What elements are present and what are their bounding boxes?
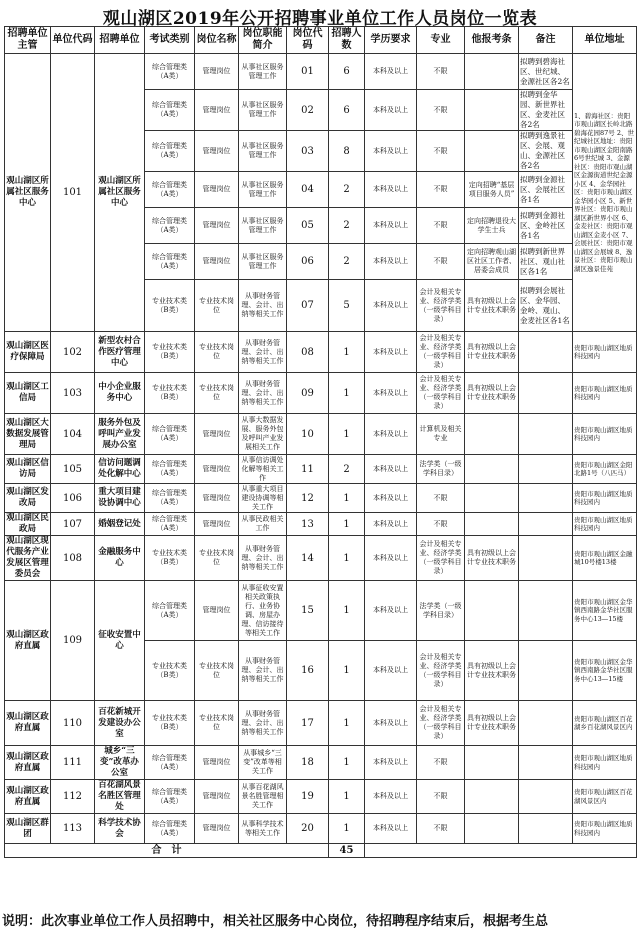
cell-post: 管理岗位 [195, 746, 239, 780]
cell-major: 会计及相关专业、经济学类（一级学科目录） [417, 332, 465, 373]
cell-dept: 观山湖区医疗保障局 [5, 332, 51, 373]
cell-addr: 贵阳市观山湖区百花湖乡百花湖风景区内 [573, 701, 637, 746]
cell-pcode: 04 [287, 172, 329, 208]
cell-other: 具有初级以上会计专业技术职务 [465, 641, 519, 701]
footer-note: 说明：此次事业单位工作人员招聘中，相关社区服务中心岗位，待招聘程序结束后，根据考生总 [2, 914, 549, 929]
cell-num: 1 [329, 814, 365, 844]
cell-num: 1 [329, 746, 365, 780]
cell-num: 1 [329, 414, 365, 455]
cell-pcode: 19 [287, 780, 329, 814]
cell-ucode: 106 [51, 484, 95, 513]
cell-addr: 贵阳市观山湖区百花湖风景区内 [573, 780, 637, 814]
cell-unit: 征收安置中心 [95, 581, 145, 701]
cell-other [465, 131, 519, 172]
cell-dept: 观山湖区信访局 [5, 455, 51, 484]
cell-num: 2 [329, 208, 365, 244]
cell-addr: 贵阳市观山湖区地质科技园内 [573, 414, 637, 455]
cell-exam: 综合管理类（A类） [145, 90, 195, 131]
cell-ucode: 113 [51, 814, 95, 844]
cell-duty: 从事社区服务管理工作 [239, 172, 287, 208]
header-cell: 单位地址 [573, 27, 637, 54]
cell-unit: 金融服务中心 [95, 536, 145, 581]
cell-num: 8 [329, 131, 365, 172]
cell-note [519, 332, 573, 373]
cell-note [519, 484, 573, 513]
cell-edu: 本科及以上 [365, 814, 417, 844]
cell-duty: 从事财务管理、会计、出纳等相关工作 [239, 373, 287, 414]
table-row [5, 780, 637, 814]
cell-post: 管理岗位 [195, 414, 239, 455]
cell-other: 定向招聘“基层项目服务人员” [465, 172, 519, 208]
header-row [5, 27, 637, 54]
cell-other [465, 455, 519, 484]
cell-ucode: 105 [51, 455, 95, 484]
cell-exam: 综合管理类（A类） [145, 513, 195, 536]
cell-major: 不限 [417, 90, 465, 131]
cell-edu: 本科及以上 [365, 701, 417, 746]
cell-addr: 贵阳市观山湖区地质科技园内 [573, 484, 637, 513]
cell-exam: 综合管理类（A类） [145, 484, 195, 513]
table-row [5, 814, 637, 844]
cell-edu: 本科及以上 [365, 536, 417, 581]
cell-other: 具有初级以上会计专业技术职务 [465, 280, 519, 332]
cell-exam: 综合管理类（A类） [145, 581, 195, 641]
cell-unit: 城乡“三变”改革办公室 [95, 746, 145, 780]
header-cell: 招聘人数 [329, 27, 365, 54]
cell-ucode: 107 [51, 513, 95, 536]
cell-post: 专业技术岗位 [195, 536, 239, 581]
cell-duty: 从事财务管理、会计、出纳等相关工作 [239, 641, 287, 701]
cell-duty: 从事社区服务管理工作 [239, 244, 287, 280]
table-row [5, 484, 637, 513]
cell-duty: 从事社区服务管理工作 [239, 131, 287, 172]
cell-post: 管理岗位 [195, 172, 239, 208]
cell-dept: 观山湖区现代服务产业发展区管理委员会 [6, 536, 49, 579]
cell-edu: 本科及以上 [365, 746, 417, 780]
cell-addr: 1、碧海社区：贵阳市观山湖区长岭北路碧海花园87号 2、世纪城社区地址：贵阳市观山湖区金阳南路6号世纪城 3、金源社区：贵阳市观山湖区金源街道世纪金源小区 4、金华园社区：贵阳市观山湖区金华园小区 5、新世界社区：贵阳市观山湖区新世界小区 6、金麦社区：贵阳市观山湖区金麦小区 7、会展社区：贵阳市观山湖区会展城 8、逸景社区：贵阳市观山湖区逸景佳苑 [573, 54, 637, 332]
cell-duty: 从事城乡“三变”改革等相关工作 [239, 746, 287, 780]
header-cell: 岗位代码 [287, 27, 329, 54]
cell-addr: 贵阳市观山湖区地质科技园内 [573, 746, 637, 780]
cell-edu: 本科及以上 [365, 208, 417, 244]
table-row [5, 414, 637, 455]
cell-dept: 观山湖区政府直属 [5, 701, 51, 746]
cell-note [519, 455, 573, 484]
cell-pcode: 14 [287, 536, 329, 581]
cell-other [465, 54, 519, 90]
cell-edu: 本科及以上 [365, 373, 417, 414]
cell-other: 具有初级以上会计专业技术职务 [465, 373, 519, 414]
cell-dept: 观山湖区政府直属 [5, 746, 51, 780]
cell-exam: 专业技术类（B类） [145, 536, 195, 581]
cell-major: 法学类（一级学科目录） [417, 455, 465, 484]
cell-pcode: 05 [287, 208, 329, 244]
cell-addr: 贵阳市观山湖区金华镇西南路金华社区服务中心13—15楼 [573, 641, 637, 701]
cell-pcode: 09 [287, 373, 329, 414]
cell-other [465, 484, 519, 513]
cell-major: 不限 [417, 244, 465, 280]
cell-edu: 本科及以上 [365, 455, 417, 484]
cell-pcode: 18 [287, 746, 329, 780]
cell-other: 具有初级以上会计专业技术职务 [465, 332, 519, 373]
table-body [5, 54, 637, 844]
cell-exam: 专业技术类（B类） [145, 280, 195, 332]
cell-post: 管理岗位 [195, 244, 239, 280]
cell-edu: 本科及以上 [365, 513, 417, 536]
cell-dept: 观山湖区发改局 [5, 484, 51, 513]
cell-edu: 本科及以上 [365, 641, 417, 701]
cell-major: 会计及相关专业、经济学类（一级学科目录） [417, 701, 465, 746]
cell-post: 专业技术岗位 [195, 373, 239, 414]
cell-other [465, 746, 519, 780]
header-cell: 学历要求 [365, 27, 417, 54]
cell-note: 拟聘到金源社区、金岭社区各1名 [519, 208, 573, 244]
cell-dept: 观山湖区工信局 [5, 373, 51, 414]
header-cell: 招聘单位 [95, 27, 145, 54]
cell-dept: 观山湖区大数据发展管理局 [5, 414, 51, 455]
cell-note [519, 373, 573, 414]
cell-note [519, 581, 573, 641]
cell-post: 管理岗位 [195, 484, 239, 513]
cell-exam: 综合管理类（A类） [145, 814, 195, 844]
cell-edu: 本科及以上 [365, 131, 417, 172]
cell-major: 会计及相关专业、经济学类（一级学科目录） [417, 280, 465, 332]
cell-exam: 综合管理类（A类） [145, 414, 195, 455]
cell-exam: 综合管理类（A类） [145, 746, 195, 780]
cell-exam: 综合管理类（A类） [145, 208, 195, 244]
cell-pcode: 02 [287, 90, 329, 131]
cell-post: 管理岗位 [195, 131, 239, 172]
cell-duty: 从事财务管理、会计、出纳等相关工作 [239, 280, 287, 332]
header-cell: 他报考条 [465, 27, 519, 54]
cell-note: 拟聘到金源社区、会展社区各1名 [519, 172, 573, 208]
cell-ucode: 112 [51, 780, 95, 814]
cell-num: 1 [329, 641, 365, 701]
cell-note [519, 513, 573, 536]
cell-exam: 专业技术类（B类） [145, 641, 195, 701]
cell-note [519, 641, 573, 701]
cell-pcode: 17 [287, 701, 329, 746]
cell-duty: 从事社区服务管理工作 [239, 208, 287, 244]
cell-post: 管理岗位 [195, 513, 239, 536]
cell-note [519, 746, 573, 780]
cell-post: 专业技术岗位 [195, 641, 239, 701]
cell-duty: 从事财务管理、会计、出纳等相关工作 [239, 332, 287, 373]
header-cell: 岗位职能简介 [239, 27, 287, 54]
cell-note [519, 701, 573, 746]
cell-edu: 本科及以上 [365, 780, 417, 814]
cell-major: 会计及相关专业、经济学类（一级学科目录） [417, 536, 465, 581]
cell-other [465, 581, 519, 641]
cell-edu: 本科及以上 [365, 332, 417, 373]
cell-exam: 专业技术类（B类） [145, 332, 195, 373]
cell-unit: 观山湖区所属社区服务中心 [95, 54, 145, 332]
cell-addr: 贵阳市观山湖区金融城10号楼13楼 [573, 536, 637, 581]
cell-pcode: 11 [287, 455, 329, 484]
cell-dept: 观山湖区政府直属 [5, 780, 51, 814]
cell-addr: 贵阳市观山湖区金华镇西南路金华社区服务中心13—15楼 [573, 581, 637, 641]
cell-ucode: 108 [51, 536, 95, 581]
cell-dept: 观山湖区民政局 [6, 513, 49, 534]
cell-major: 会计及相关专业、经济学类（一级学科目录） [417, 641, 465, 701]
total-label: 合 计 [5, 844, 329, 858]
cell-post: 管理岗位 [195, 90, 239, 131]
cell-edu: 本科及以上 [365, 54, 417, 90]
cell-pcode: 15 [287, 581, 329, 641]
cell-ucode: 111 [51, 746, 95, 780]
cell-ucode: 109 [51, 581, 95, 701]
cell-dept: 观山湖区政府直属 [5, 581, 51, 701]
cell-other [465, 780, 519, 814]
header-cell: 岗位名称 [195, 27, 239, 54]
cell-exam: 综合管理类（A类） [145, 172, 195, 208]
cell-dept: 观山湖区所属社区服务中心 [5, 54, 51, 332]
cell-duty: 从事财务管理、会计、出纳等相关工作 [239, 536, 287, 581]
cell-num: 1 [329, 581, 365, 641]
cell-duty: 从事重大项目建设协调等相关工作 [239, 484, 287, 513]
cell-pcode: 12 [287, 484, 329, 513]
cell-note [519, 536, 573, 581]
cell-duty: 从事财务管理、会计、出纳等相关工作 [239, 701, 287, 746]
cell-addr: 贵阳市观山湖区地质科技园内 [573, 332, 637, 373]
cell-post: 专业技术岗位 [195, 280, 239, 332]
cell-exam: 综合管理类（A类） [145, 131, 195, 172]
header-cell: 单位代码 [51, 27, 95, 54]
cell-other [465, 513, 519, 536]
cell-ucode: 104 [51, 414, 95, 455]
cell-exam: 综合管理类（A类） [145, 780, 195, 814]
cell-pcode: 06 [287, 244, 329, 280]
cell-major: 法学类（一级学科目录） [417, 581, 465, 641]
cell-num: 1 [329, 513, 365, 536]
cell-major: 不限 [417, 131, 465, 172]
cell-major: 不限 [417, 814, 465, 844]
cell-note [519, 414, 573, 455]
cell-num: 6 [329, 54, 365, 90]
cell-duty: 从事征收安置相关政策执行、业务协调、房屋办理、信访接待等相关工作 [239, 581, 287, 641]
cell-post: 管理岗位 [195, 455, 239, 484]
cell-post: 管理岗位 [195, 208, 239, 244]
table-row [5, 455, 637, 484]
cell-ucode: 110 [51, 701, 95, 746]
cell-num: 1 [329, 701, 365, 746]
cell-note: 拟聘到会展社区、金华园、金岭、观山、金麦社区各1名 [519, 280, 573, 332]
page-title: 观山湖区2019年公开招聘事业单位工作人员岗位一览表 [102, 9, 538, 29]
cell-note [519, 780, 573, 814]
cell-exam: 专业技术类（B类） [145, 373, 195, 414]
table-row [5, 581, 637, 641]
cell-unit: 中小企业服务中心 [95, 373, 145, 414]
cell-unit: 重大项目建设协调中心 [95, 484, 145, 513]
cell-note [519, 814, 573, 844]
cell-duty: 从事大数据发展、服务外包及呼叫产业发展相关工作 [239, 414, 287, 455]
cell-unit: 科学技术协会 [95, 814, 145, 844]
cell-num: 1 [329, 373, 365, 414]
cell-edu: 本科及以上 [365, 244, 417, 280]
cell-edu: 本科及以上 [365, 90, 417, 131]
cell-num: 6 [329, 90, 365, 131]
cell-addr: 贵阳市观山湖区地质科技园内 [573, 814, 637, 844]
cell-edu: 本科及以上 [365, 581, 417, 641]
cell-note: 拟聘到金华园、新世界社区、金麦社区各2名 [519, 90, 573, 131]
cell-unit: 服务外包及呼叫产业发展办公室 [95, 414, 145, 455]
cell-other: 定向招聘观山湖区社区工作者、居委会成员 [465, 244, 519, 280]
cell-post: 管理岗位 [195, 54, 239, 90]
cell-dept: 观山湖区群团 [5, 814, 51, 844]
cell-unit: 新型农村合作医疗管理中心 [95, 332, 145, 373]
cell-num: 2 [329, 244, 365, 280]
cell-major: 会计及相关专业、经济学类（一级学科目录） [417, 373, 465, 414]
cell-other: 具有初级以上会计专业技术职务 [465, 536, 519, 581]
cell-note: 拟聘到逸景社区、会展、观山、金源社区各2名 [519, 131, 573, 172]
header-cell: 专业 [417, 27, 465, 54]
cell-num: 2 [329, 455, 365, 484]
cell-duty: 从事信访调处化解等相关工作 [239, 455, 287, 484]
cell-unit: 百花新城开发建设办公室 [95, 701, 145, 746]
cell-unit: 婚姻登记处 [95, 513, 145, 536]
cell-num: 1 [329, 332, 365, 373]
table-row [5, 701, 637, 746]
cell-other [465, 414, 519, 455]
cell-addr: 贵阳市观山湖区金阳北路1号（八匹马） [573, 455, 637, 484]
cell-other [465, 814, 519, 844]
header-cell: 招聘单位主管 [5, 27, 51, 54]
cell-other [465, 90, 519, 131]
header-cell: 备注 [519, 27, 573, 54]
cell-pcode: 03 [287, 131, 329, 172]
cell-ucode: 102 [51, 332, 95, 373]
cell-addr: 贵阳市观山湖区地质科技园内 [573, 373, 637, 414]
cell-major: 不限 [417, 746, 465, 780]
cell-num: 2 [329, 172, 365, 208]
table-row [5, 746, 637, 780]
cell-major: 不限 [417, 208, 465, 244]
cell-pcode: 13 [287, 513, 329, 536]
total-count: 45 [329, 844, 365, 858]
positions-table [4, 26, 637, 858]
cell-unit: 百花湖风景名胜区管理处 [95, 780, 145, 814]
table-row [5, 332, 637, 373]
cell-pcode: 01 [287, 54, 329, 90]
cell-unit: 信访问题调处化解中心 [95, 455, 145, 484]
cell-num: 5 [329, 280, 365, 332]
cell-edu: 本科及以上 [365, 280, 417, 332]
table-row [5, 373, 637, 414]
cell-duty: 从事民政相关工作 [239, 513, 287, 536]
cell-edu: 本科及以上 [365, 414, 417, 455]
cell-duty: 从事百花湖风景名胜管理相关工作 [239, 780, 287, 814]
cell-exam: 综合管理类（A类） [145, 244, 195, 280]
cell-post: 专业技术岗位 [195, 701, 239, 746]
table-row [5, 54, 637, 90]
table-row [5, 536, 637, 581]
total-row [5, 844, 637, 858]
cell-pcode: 20 [287, 814, 329, 844]
cell-note: 拟聘到新世界社区、观山社区各1名 [519, 244, 573, 280]
cell-post: 专业技术岗位 [195, 332, 239, 373]
header-cell: 考试类别 [145, 27, 195, 54]
cell-post: 管理岗位 [195, 581, 239, 641]
cell-major: 不限 [417, 780, 465, 814]
cell-major: 计算机及相关专业 [417, 414, 465, 455]
cell-addr: 贵阳市观山湖区地质科技园内 [573, 513, 637, 536]
cell-pcode: 10 [287, 414, 329, 455]
total-blank [365, 844, 637, 858]
cell-major: 不限 [417, 54, 465, 90]
cell-post: 管理岗位 [195, 780, 239, 814]
cell-note: 拟聘到碧海社区、世纪城、金源社区各2名 [519, 54, 573, 90]
cell-edu: 本科及以上 [365, 172, 417, 208]
table-row [5, 513, 637, 536]
cell-edu: 本科及以上 [365, 484, 417, 513]
cell-duty: 从事社区服务管理工作 [239, 90, 287, 131]
cell-other: 定向招聘退役大学生士兵 [465, 208, 519, 244]
cell-major: 不限 [417, 484, 465, 513]
cell-num: 1 [329, 780, 365, 814]
cell-num: 1 [329, 536, 365, 581]
cell-other: 具有初级以上会计专业技术职务 [465, 701, 519, 746]
cell-duty: 从事科学技术等相关工作 [239, 814, 287, 844]
cell-exam: 综合管理类（A类） [145, 54, 195, 90]
cell-ucode: 101 [51, 54, 95, 332]
cell-post: 管理岗位 [195, 814, 239, 844]
cell-exam: 综合管理类（A类） [145, 455, 195, 484]
cell-duty: 从事社区服务管理工作 [239, 54, 287, 90]
cell-ucode: 103 [51, 373, 95, 414]
cell-exam: 专业技术类（B类） [145, 701, 195, 746]
cell-pcode: 08 [287, 332, 329, 373]
cell-pcode: 16 [287, 641, 329, 701]
cell-major: 不限 [417, 172, 465, 208]
cell-num: 1 [329, 484, 365, 513]
cell-major: 不限 [417, 513, 465, 536]
cell-pcode: 07 [287, 280, 329, 332]
